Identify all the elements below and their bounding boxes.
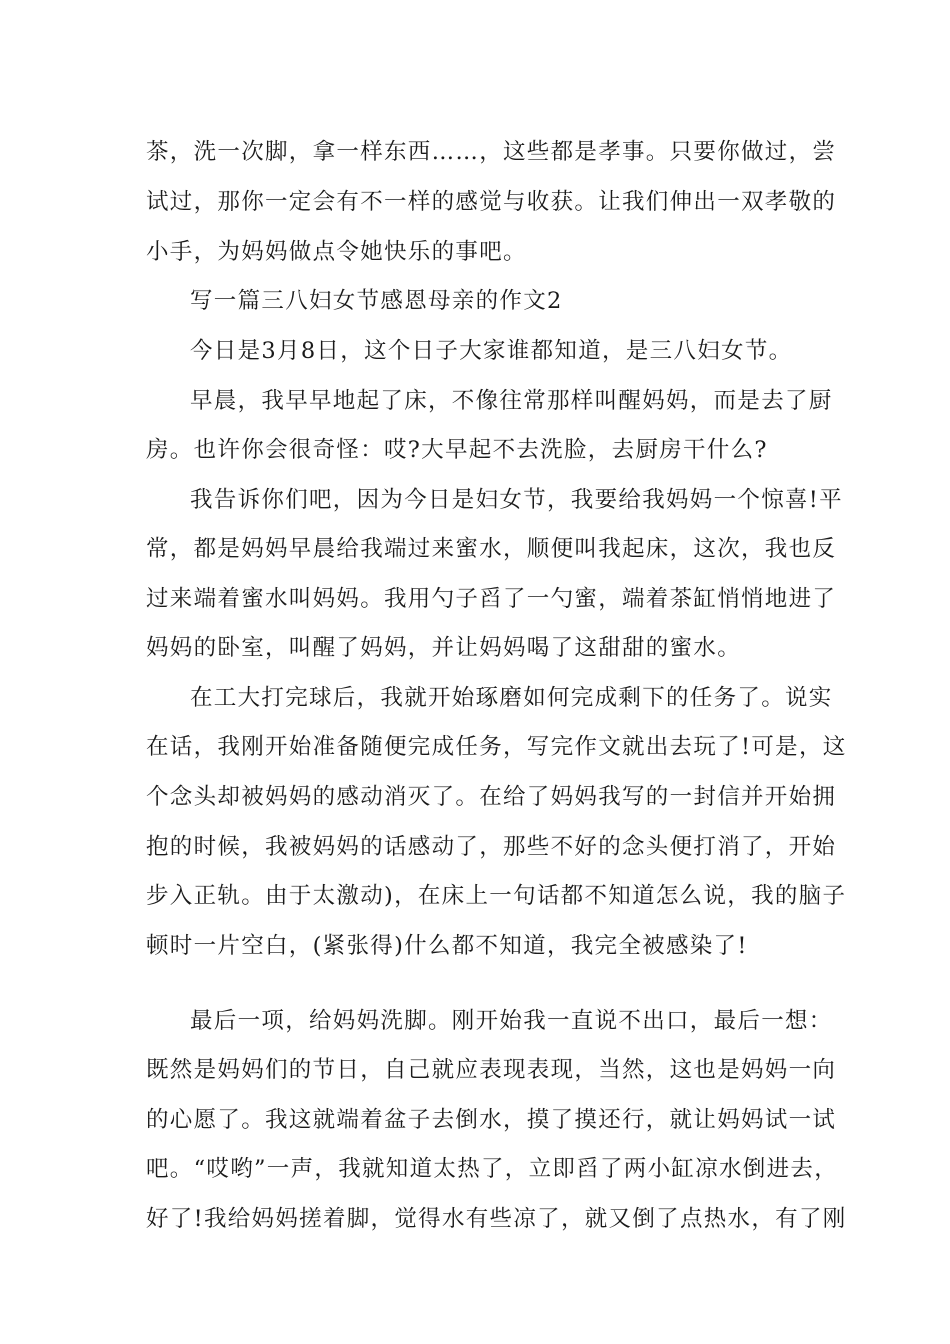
text-line: 吧。“哎哟”一声，我就知道太热了，立即舀了两小缸凉水倒进去， [146, 1156, 839, 1182]
text-line: 个念头却被妈妈的感动消灭了。在给了妈妈我写的一封信并开始拥 [146, 784, 837, 810]
text-line: 最后一项，给妈妈洗脚。刚开始我一直说不出口，最后一想： [190, 1008, 833, 1034]
text-line: 顿时一片空白，(紧张得)什么都不知道，我完全被感染了! [146, 933, 748, 959]
text-line: 好了!我给妈妈搓着脚，觉得水有些凉了，就又倒了点热水，有了刚 [146, 1206, 847, 1232]
text-line: 的心愿了。我这就端着盆子去倒水，摸了摸还行，就让妈妈试一试 [146, 1107, 837, 1133]
text-line: 早晨，我早早地起了床，不像往常那样叫醒妈妈，而是去了厨 [190, 388, 833, 414]
text-line: 茶，洗一次脚，拿一样东西……，这些都是孝事。只要你做过，尝 [146, 139, 837, 165]
text-line: 常，都是妈妈早晨给我端过来蜜水，顺便叫我起床，这次，我也反 [146, 536, 837, 562]
text-line: 今日是3月8日，这个日子大家谁都知道，是三八妇女节。 [190, 338, 793, 364]
text-line: 房。也许你会很奇怪：哎?大早起不去洗脸，去厨房干什么? [146, 437, 768, 463]
text-line: 我告诉你们吧，因为今日是妇女节，我要给我妈妈一个惊喜!平 [190, 487, 843, 513]
text-line: 小手，为妈妈做点令她快乐的事吧。 [146, 239, 527, 265]
text-line: 在工大打完球后，我就开始琢磨如何完成剩下的任务了。说实 [190, 685, 833, 711]
section-heading: 写一篇三八妇女节感恩母亲的作文2 [190, 288, 563, 314]
text-line: 在话，我刚开始准备随便完成任务，写完作文就出去玩了!可是，这 [146, 734, 847, 760]
text-line: 妈妈的卧室，叫醒了妈妈，并让妈妈喝了这甜甜的蜜水。 [146, 635, 742, 661]
text-line: 抱的时候，我被妈妈的话感动了，那些不好的念头便打消了，开始 [146, 834, 837, 860]
text-line: 既然是妈妈们的节日，自己就应表现表现，当然，这也是妈妈一向 [146, 1057, 837, 1083]
text-line: 过来端着蜜水叫妈妈。我用勺子舀了一勺蜜，端着茶缸悄悄地进了 [146, 586, 837, 612]
text-line: 步入正轨。由于太激动)，在床上一句话都不知道怎么说，我的脑子 [146, 883, 847, 909]
text-line: 试过，那你一定会有不一样的感觉与收获。让我们伸出一双孝敬的 [146, 189, 837, 215]
